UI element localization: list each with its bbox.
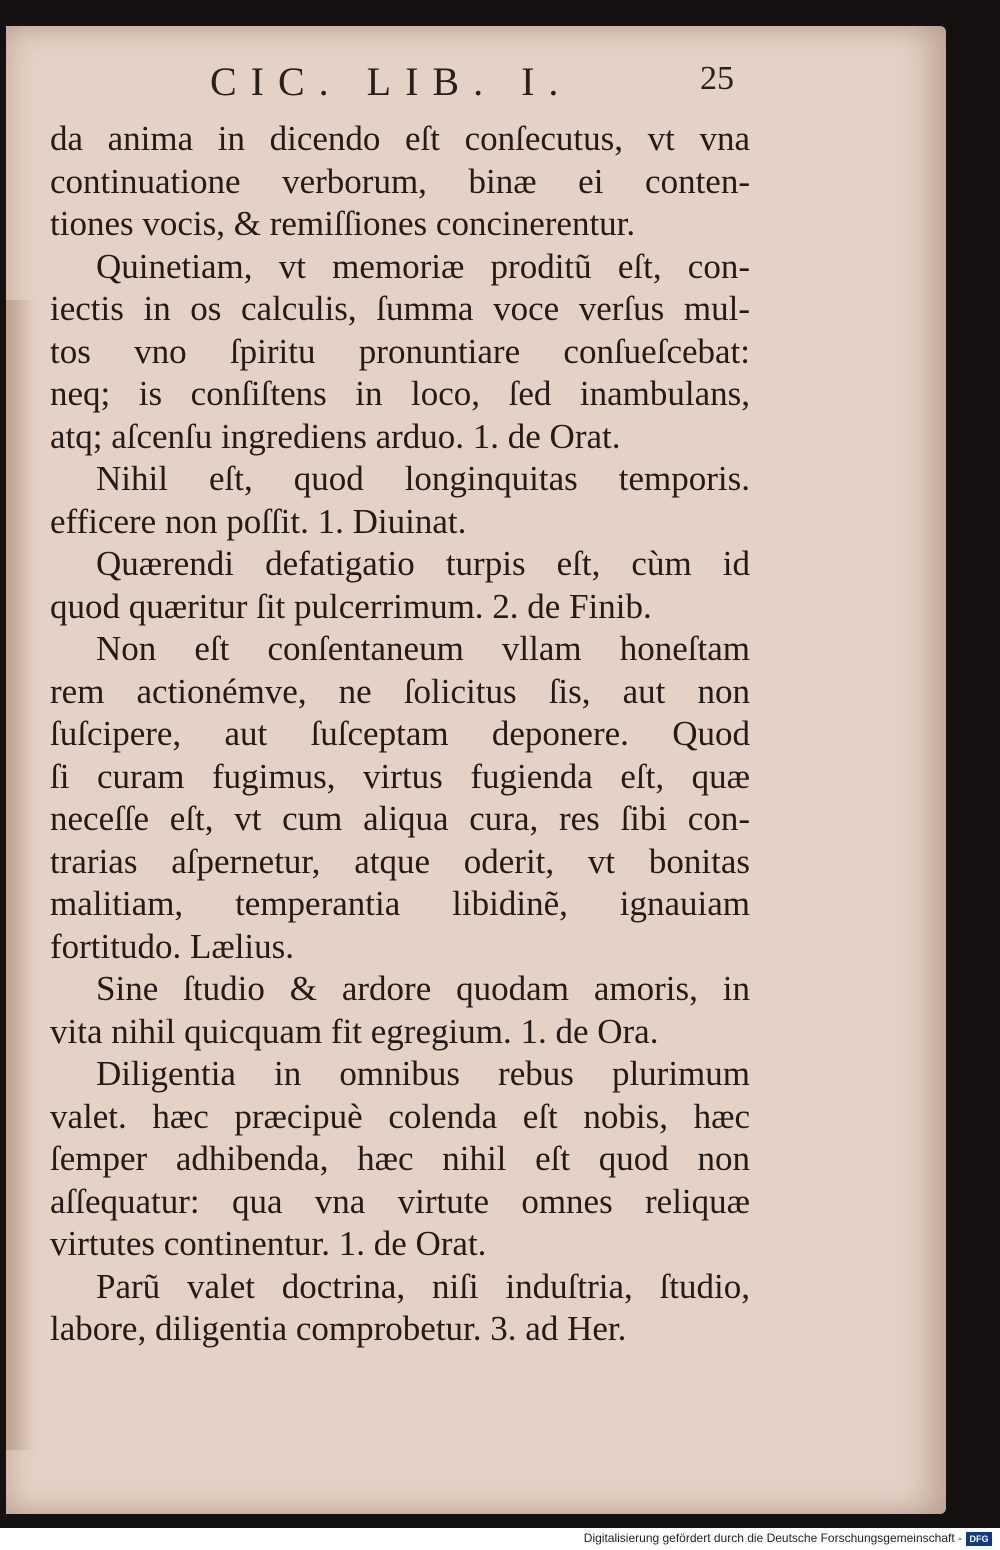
text-line: iectis in os calculis, ſumma voce verſus mul-	[50, 289, 750, 328]
text-line: quod quæritur ſit pulcerrimum. 2. de Finib.	[50, 586, 652, 626]
text-line: virtutes continentur. 1. de Orat.	[50, 1224, 487, 1263]
text-line: continuatione verborum, binæ ei conten-	[50, 161, 750, 201]
page-gutter-shadow	[6, 300, 36, 1450]
text-line: da anima in dicendo eſt conſecutus, vt vna	[50, 119, 750, 158]
text-line: Sine ſtudio & ardore quodam amoris, in	[96, 969, 750, 1008]
text-line: Parũ valet doctrina, niſi induſtria, ſtudio,	[96, 1266, 750, 1306]
text-line: vita nihil quicquam fit egregium. 1. de Ora.	[50, 1011, 659, 1051]
text-line: trarias aſpernetur, atque oderit, vt bonitas	[50, 841, 750, 881]
running-head-title: CIC. LIB. I.	[210, 59, 573, 104]
running-head	[210, 58, 740, 108]
text-line: Nihil eſt, quod longinquitas temporis.	[96, 459, 750, 498]
dfg-logo-icon: DFG	[966, 1532, 992, 1546]
digitization-footer	[0, 1528, 1000, 1550]
body-text	[50, 118, 750, 1351]
text-line: neceſſe eſt, vt cum aliqua cura, res ſibi con-	[50, 799, 750, 838]
text-line: atq; aſcenſu ingrediens arduo. 1. de Orat.	[50, 416, 621, 456]
text-line: Non eſt conſentaneum vllam honeſtam	[96, 629, 750, 668]
text-line: rem actionémve, ne ſolicitus ſis, aut non	[50, 671, 750, 711]
text-line: malitiam, temperantia libidinẽ, ignauiam	[50, 884, 750, 923]
text-line: ſemper adhibenda, hæc nihil eſt quod non	[50, 1139, 750, 1178]
text-line: neq; is conſiſtens in loco, ſed inambulans,	[50, 374, 750, 413]
page-number: 25	[700, 60, 734, 97]
text-line: labore, diligentia comprobetur. 3. ad Her.	[50, 1309, 627, 1348]
text-line: fortitudo. Lælius.	[50, 926, 295, 966]
text-line: valet. hæc præcipuè colenda eſt nobis, hæc	[50, 1096, 750, 1136]
text-line: Quinetiam, vt memoriæ proditũ eſt, con-	[96, 246, 750, 286]
funding-credit: Digitalisierung gefördert durch die Deutsche Forschungsgemeinschaft -	[583, 1531, 962, 1545]
text-line: ſuſcipere, aut ſuſceptam deponere. Quod	[50, 714, 750, 753]
text-line: Diligentia in omnibus rebus plurimum	[96, 1054, 750, 1093]
text-line: tos vno ſpiritu pronuntiare conſueſcebat:	[50, 331, 750, 371]
text-line: efficere non poſſit. 1. Diuinat.	[50, 501, 467, 541]
text-line: ſi curam fugimus, virtus fugienda eſt, quæ	[50, 756, 750, 796]
text-line: Quærendi defatigatio turpis eſt, cùm id	[96, 544, 750, 583]
text-line: tiones vocis, & remiſſiones concinerentur.	[50, 204, 636, 243]
text-line: aſſequatur: qua vna virtute omnes reliquæ	[50, 1181, 750, 1221]
